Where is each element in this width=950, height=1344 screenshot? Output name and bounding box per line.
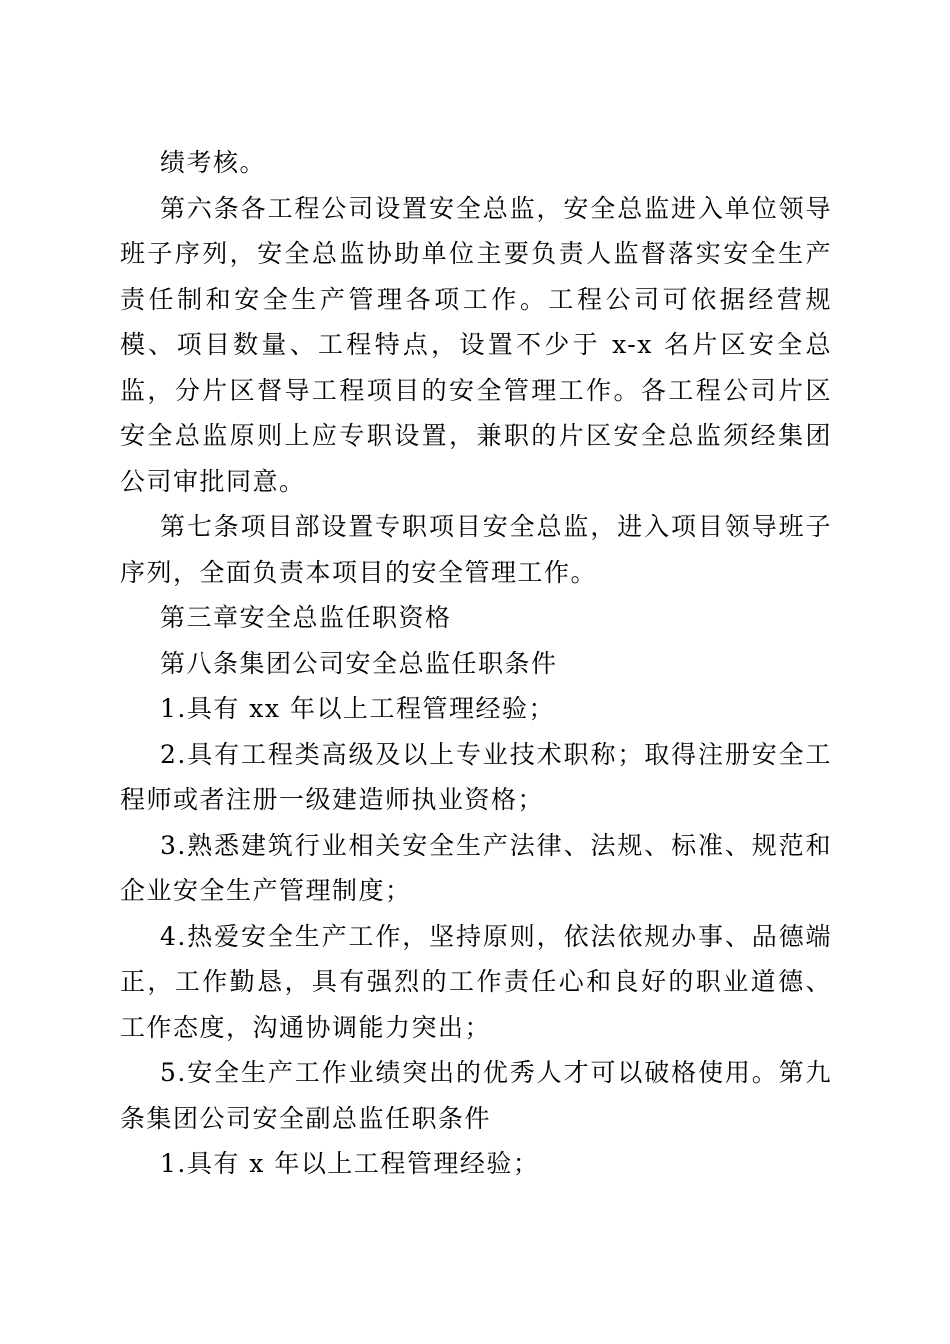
document-body	[120, 140, 832, 1187]
paragraph-article-8: 第八条集团公司安全总监任职条件	[160, 648, 558, 678]
paragraph-continuation: 绩考核。	[160, 148, 267, 177]
paragraph-article-7: 第七条项目部设置专职项目安全总监，进入项目领导班子序列，全面负责本项目的安全管理工作。	[120, 512, 832, 587]
list-item-3: 3.熟悉建筑行业相关安全生产法律、法规、标准、规范和企业安全生产管理制度；	[120, 830, 832, 905]
list-item-5: 5.安全生产工作业绩突出的优秀人才可以破格使用。第九条集团公司安全副总监任职条件	[120, 1058, 832, 1133]
list-item-4: 4.热爱安全生产工作，坚持原则，依法依规办事、品德端正，工作勤恳，具有强烈的工作责任心和良好的职业道德、工作态度，沟通协调能力突出；	[120, 921, 832, 1042]
list-item-2: 2.具有工程类高级及以上专业技术职称；取得注册安全工程师或者注册一级建造师执业资格；	[120, 739, 832, 814]
chapter-3-heading: 第三章安全总监任职资格	[160, 603, 452, 632]
paragraph-article-6: 第六条各工程公司设置安全总监，安全总监进入单位领导班子序列，安全总监协助单位主要负责人监督落实安全生产责任制和安全生产管理各项工作。工程公司可依据经营规模、项目数量、工程特点，设置不少于 x-x 名片区安全总监，分片区督导工程项目的安全管理工作。各工程公司片区安全总监原则上应专职设置，兼职的片区安全总监须经集团公司审批同意。	[120, 193, 832, 496]
list-item-1: 1.具有 xx 年以上工程管理经验；	[160, 694, 555, 723]
list-item-1-article-9: 1.具有 x 年以上工程管理经验；	[160, 1149, 540, 1178]
